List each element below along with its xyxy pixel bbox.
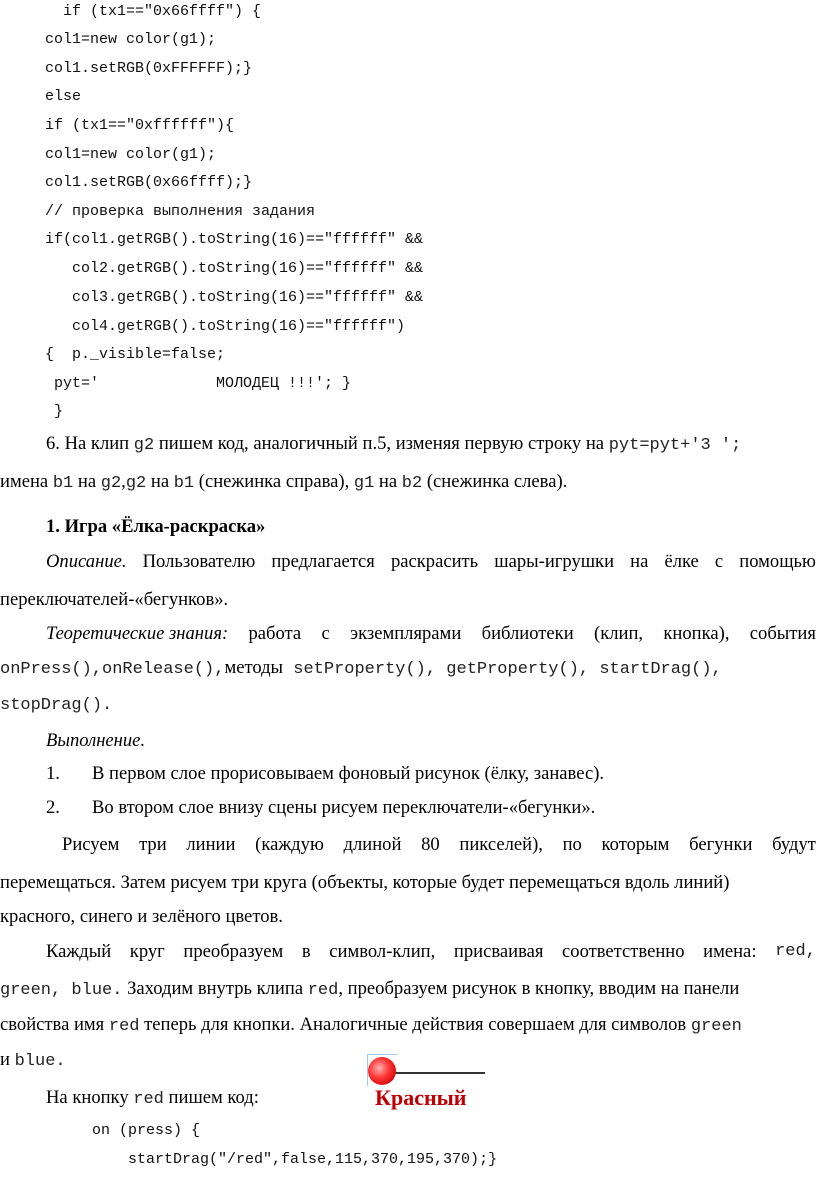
code-inline: blue. (14, 1052, 66, 1071)
description-line-1 (46, 550, 816, 574)
slider-label: Красный (375, 1085, 467, 1110)
code-inline: red (133, 1090, 164, 1109)
word: присваивая (453, 941, 544, 962)
word: бегунки (689, 834, 753, 855)
code-inline: g2 (125, 474, 147, 493)
code-line: pyt=' МОЛОДЕЦ !!!'; } (45, 375, 352, 392)
word: три (139, 834, 167, 855)
code-line: col2.getRGB().toString(16)=="ffffff" && (45, 260, 424, 277)
code-line: if (tx1=="0xffffff"){ (45, 117, 235, 134)
slider-knob-red[interactable] (368, 1057, 396, 1085)
word: имена: (703, 941, 757, 962)
word: по (562, 834, 582, 855)
word: символ-клип, (329, 941, 436, 962)
text: на (146, 471, 174, 492)
text: , (121, 471, 126, 492)
text: 6. На клип (46, 433, 134, 454)
word: (каждую (255, 834, 324, 855)
code-inline: b1 (52, 474, 74, 493)
code-line: if(col1.getRGB().toString(16)=="ffffff" && (45, 231, 424, 248)
code-inline: red (108, 1017, 140, 1036)
word: Каждый (46, 941, 112, 962)
code-line: else (45, 88, 82, 105)
code-line: startDrag("/red",false,115,370,195,370);} (92, 1151, 498, 1168)
word: помощью (739, 551, 816, 572)
code-inline: g2 (100, 474, 122, 493)
lines-paragraph-line-3: красного, синего и зелёного цветов. (0, 906, 283, 927)
code-line: col1.setRGB(0x66ffff);} (45, 174, 253, 191)
word: (клип, (594, 623, 644, 644)
selection-guide (367, 1054, 397, 1055)
word: раскрасить (390, 551, 479, 572)
code-inline: g2 (133, 436, 155, 455)
word: ёлке (664, 551, 699, 572)
text: На кнопку (46, 1087, 134, 1108)
word: соответственно (562, 941, 685, 962)
word: Пользователю (142, 551, 256, 572)
word: которым (601, 834, 670, 855)
word: работа (248, 623, 302, 644)
symbols-paragraph-line-2 (0, 977, 739, 1003)
description-label: Описание. (46, 551, 127, 572)
text: (снежинка слева). (422, 471, 568, 492)
step-text: Во втором слое внизу сцены рисуем переключатели-«бегунки». (92, 797, 596, 818)
code-inline: stopDrag(). (0, 696, 113, 715)
word: будут (772, 834, 816, 855)
code-comment: // проверка выполнения задания (45, 203, 316, 220)
word: события (749, 623, 816, 644)
text: методы (224, 657, 284, 678)
symbols-paragraph-line-4 (0, 1048, 66, 1074)
word: на (630, 551, 649, 572)
code-line: { p._visible=false; (45, 346, 226, 363)
word: кнопка), (663, 623, 730, 644)
word: круг (129, 941, 165, 962)
code-inline: setProperty(), getProperty(), startDrag(), (283, 660, 722, 679)
text: и (0, 1049, 15, 1070)
text: пишем код, аналогичный п.5, изменяя первую строку на (154, 433, 609, 454)
code-line: col4.getRGB().toString(16)=="ffffff") (45, 318, 406, 335)
theory-line-2 (0, 656, 722, 682)
execution-label: Выполнение. (46, 730, 146, 751)
code-inline: green, blue. (0, 981, 123, 1000)
text: Заходим внутрь клипа (122, 978, 308, 999)
text: на (73, 471, 101, 492)
word: 80 (421, 834, 440, 855)
code-line: col1=new color(g1); (45, 146, 217, 163)
text: (снежинка справа), (194, 471, 354, 492)
code-line: col1.setRGB(0xFFFFFF);} (45, 60, 253, 77)
lines-paragraph-line-1 (62, 833, 816, 857)
code-line: if (tx1=="0x66ffff") { (45, 3, 262, 20)
button-paragraph (46, 1086, 259, 1112)
step-text: В первом слое прорисовываем фоновый рисунок (ёлку, занавес). (92, 763, 605, 784)
lines-paragraph-line-2: перемещаться. Затем рисуем три круга (объекты, которые будет перемещаться вдоль линий) (0, 872, 730, 893)
description-line-2: переключателей-«бегунков». (0, 589, 229, 610)
theory-label: Теоретические знания: (46, 623, 229, 644)
text: на (374, 471, 402, 492)
text: свойства имя (0, 1014, 109, 1035)
slider-track (385, 1072, 485, 1074)
code-inline: red (307, 981, 339, 1000)
word: с (321, 623, 330, 644)
word: шары-игрушки (494, 551, 615, 572)
word: предлагается (271, 551, 375, 572)
word: Рисуем (62, 834, 120, 855)
word: с (714, 551, 724, 572)
paragraph-6-line-2 (0, 470, 567, 496)
word: преобразуем (183, 941, 284, 962)
code-inline: b1 (173, 474, 195, 493)
theory-line-3 (0, 692, 112, 718)
code-line: col1=new color(g1); (45, 31, 217, 48)
section-title: 1. Игра «Ёлка-раскраска» (46, 516, 266, 537)
symbols-paragraph-line-3 (0, 1013, 742, 1039)
word: экземплярами (350, 623, 462, 644)
code-inline: b2 (401, 474, 423, 493)
word: библиотеки (481, 623, 574, 644)
text: теперь для кнопки. Аналогичные действия совершаем для символов (139, 1014, 691, 1035)
code-inline: g1 (353, 474, 375, 493)
word: линии (186, 834, 236, 855)
word: пикселей), (459, 834, 543, 855)
text: имена (0, 471, 53, 492)
word: длиной (343, 834, 402, 855)
code-line: } (45, 403, 64, 420)
text: , преобразуем рисунок в кнопку, вводим на панели (338, 978, 740, 999)
word: в (301, 941, 311, 962)
text: пишем код: (163, 1087, 259, 1108)
symbols-paragraph-line-1 (46, 940, 816, 964)
code-line: on (press) { (92, 1122, 201, 1139)
code-inline: red, (775, 942, 816, 961)
code-inline: green (690, 1017, 742, 1036)
code-inline: onPress(),onRelease(), (0, 660, 225, 679)
code-inline: pyt=pyt+'3 '; (608, 436, 742, 455)
code-line: col3.getRGB().toString(16)=="ffffff" && (45, 289, 424, 306)
step-number: 2. (46, 797, 60, 818)
theory-line-1 (46, 622, 816, 646)
paragraph-6-line-1 (46, 432, 741, 458)
step-number: 1. (46, 763, 60, 784)
